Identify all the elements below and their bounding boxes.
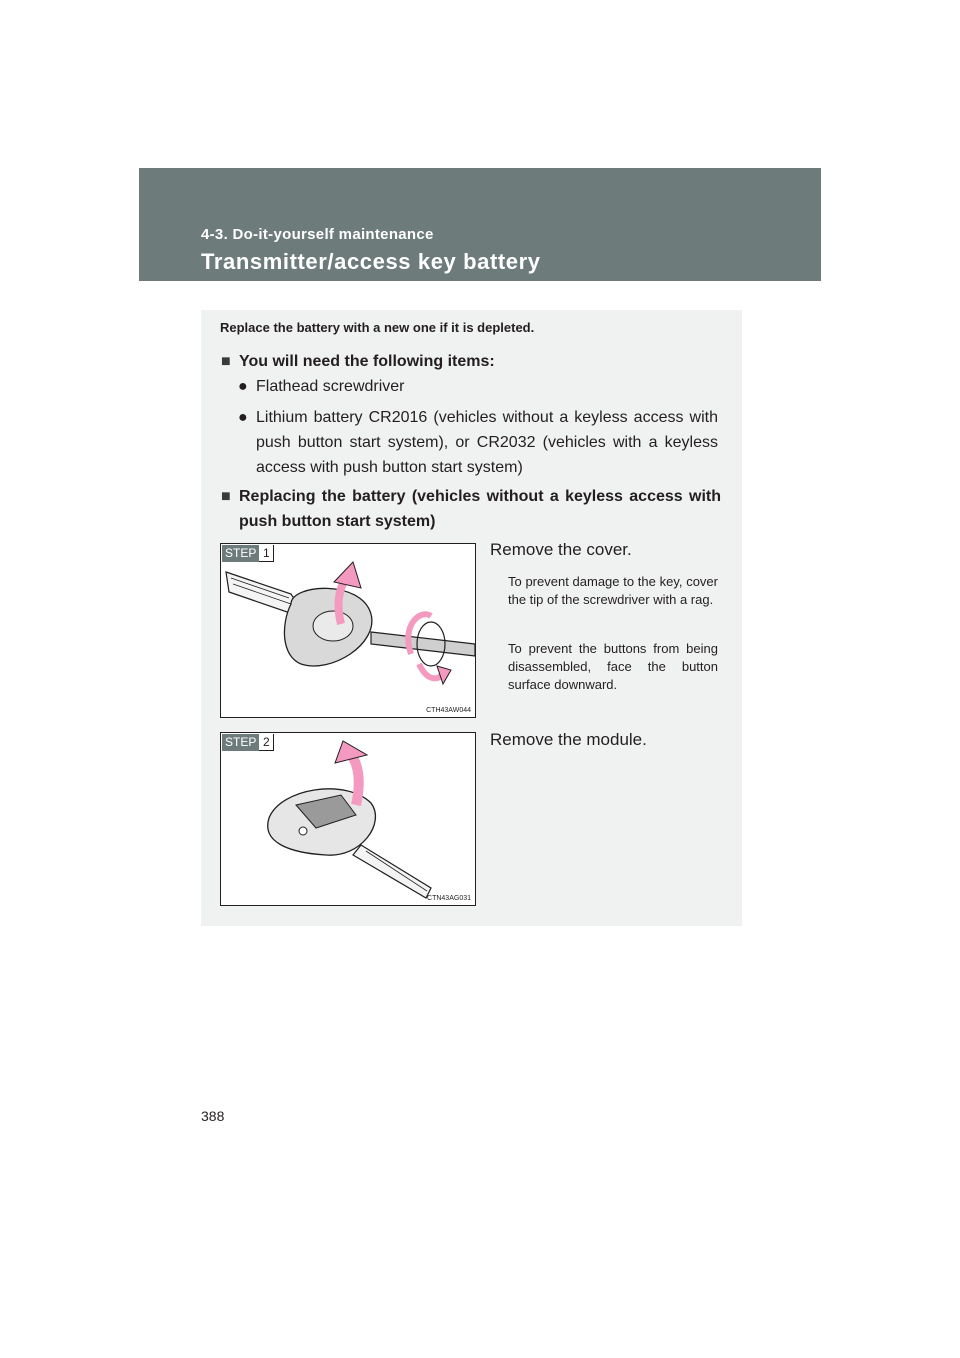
step1-note: To prevent the buttons from being disassembled, face the button surface downward. bbox=[508, 641, 718, 692]
key-module-illustration bbox=[221, 733, 475, 905]
page-number: 388 bbox=[201, 1108, 225, 1124]
intro-text: Replace the battery with a new one if it is depleted. bbox=[220, 320, 535, 335]
key-cover-illustration bbox=[221, 544, 475, 717]
step-badge: STEP 1 bbox=[222, 545, 274, 562]
list-item: ● Flathead screwdriver bbox=[238, 374, 718, 399]
page-title: Transmitter/access key battery bbox=[201, 249, 541, 274]
square-bullet-icon: ■ bbox=[221, 488, 231, 505]
replace-heading: ■ Replacing the battery (vehicles without a keyless access with push button start system) bbox=[221, 484, 721, 534]
list-item: ● Lithium battery CR2016 (vehicles without a keyless access with push button start system), or CR2032 (vehicles with a keyless access with push button start system) bbox=[238, 405, 718, 480]
figure-code: CTN43AG031 bbox=[427, 895, 471, 902]
square-bullet-icon: ■ bbox=[221, 353, 231, 370]
items-heading: ■ You will need the following items: bbox=[221, 349, 495, 374]
step-badge: STEP 2 bbox=[222, 734, 274, 751]
figure-code: CTH43AW044 bbox=[426, 707, 471, 714]
section-label: 4-3. Do-it-yourself maintenance bbox=[201, 226, 434, 243]
step1-instruction: Remove the cover. bbox=[490, 540, 632, 559]
step1-figure bbox=[220, 543, 476, 718]
step2-figure bbox=[220, 732, 476, 906]
bullet-icon: ● bbox=[238, 378, 248, 395]
step2-instruction: Remove the module. bbox=[490, 730, 647, 749]
step1-note: To prevent damage to the key, cover the tip of the screwdriver with a rag. bbox=[508, 574, 718, 607]
bullet-icon: ● bbox=[238, 409, 248, 426]
